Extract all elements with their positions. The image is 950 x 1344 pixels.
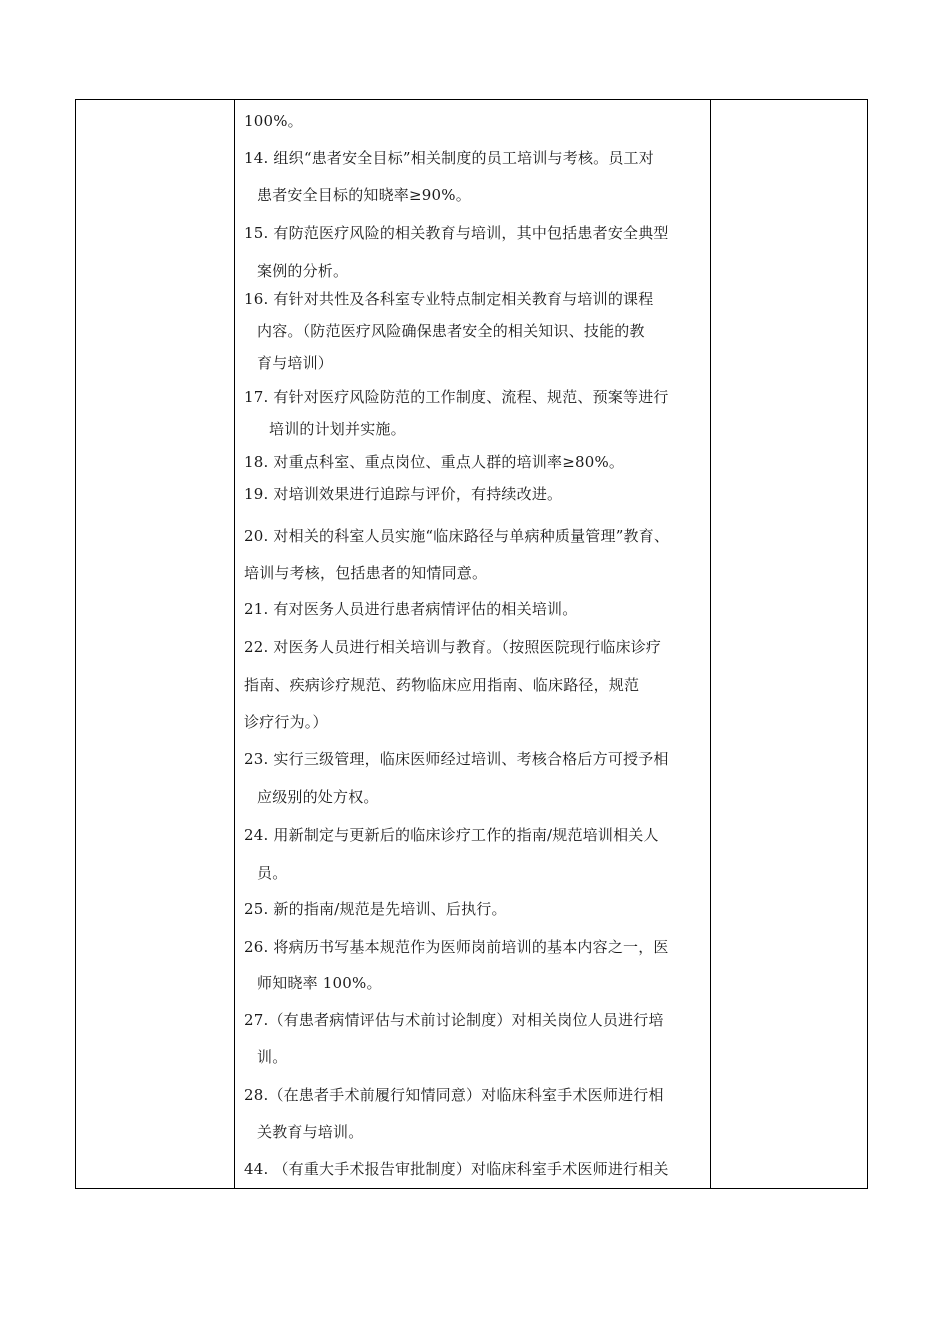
text-line: 应级别的处方权。 <box>257 788 379 806</box>
list-item: 27.（有患者病情评估与术前讨论制度）对相关岗位人员进行培 <box>244 1011 664 1029</box>
text-line: 案例的分析。 <box>257 262 349 280</box>
list-item: 24. 用新制定与更新后的临床诊疗工作的指南/规范培训相关人 <box>244 826 659 844</box>
list-item: 28.（在患者手术前履行知情同意）对临床科室手术医师进行相 <box>244 1086 664 1104</box>
list-item: 20. 对相关的科室人员实施“临床路径与单病种质量管理”教育、 <box>244 527 670 545</box>
list-item: 18. 对重点科室、重点岗位、重点人群的培训率≥80%。 <box>244 453 625 471</box>
list-item: 19. 对培训效果进行追踪与评价，有持续改进。 <box>244 485 563 503</box>
text-line: 培训的计划并实施。 <box>269 420 406 438</box>
column-divider-left <box>234 100 235 1188</box>
list-item: 44. （有重大手术报告审批制度）对临床科室手术医师进行相关 <box>244 1160 669 1178</box>
list-item: 15. 有防范医疗风险的相关教育与培训，其中包括患者安全典型 <box>244 224 669 242</box>
text-line: 关教育与培训。 <box>257 1123 364 1141</box>
list-item: 16. 有针对共性及各科室专业特点制定相关教育与培训的课程 <box>244 290 654 308</box>
text-line: 育与培训） <box>257 354 334 372</box>
list-item: 25. 新的指南/规范是先培训、后执行。 <box>244 900 507 918</box>
text-line: 指南、疾病诊疗规范、药物临床应用指南、临床路径，规范 <box>244 676 640 694</box>
text-line: 内容。（防范医疗风险确保患者安全的相关知识、技能的教 <box>257 322 645 340</box>
text-line: 员。 <box>257 864 288 882</box>
list-item: 22. 对医务人员进行相关培训与教育。（按照医院现行临床诊疗 <box>244 638 662 656</box>
text-line: 患者安全目标的知晓率≥90%。 <box>257 186 471 204</box>
list-item: 14. 组织“患者安全目标”相关制度的员工培训与考核。员工对 <box>244 149 654 167</box>
document-table <box>75 99 868 1189</box>
text-line: 诊疗行为。） <box>244 713 328 731</box>
list-item: 26. 将病历书写基本规范作为医师岗前培训的基本内容之一，医 <box>244 938 669 956</box>
column-divider-right <box>710 100 711 1188</box>
list-item: 21. 有对医务人员进行患者病情评估的相关培训。 <box>244 600 578 618</box>
list-item: 17. 有针对医疗风险防范的工作制度、流程、规范、预案等进行 <box>244 388 669 406</box>
text-line: 100%。 <box>244 112 303 130</box>
list-item: 23. 实行三级管理，临床医师经过培训、考核合格后方可授予相 <box>244 750 669 768</box>
text-line: 师知晓率 100%。 <box>257 974 382 992</box>
text-line: 培训与考核，包括患者的知情同意。 <box>244 564 488 582</box>
text-line: 训。 <box>257 1048 288 1066</box>
